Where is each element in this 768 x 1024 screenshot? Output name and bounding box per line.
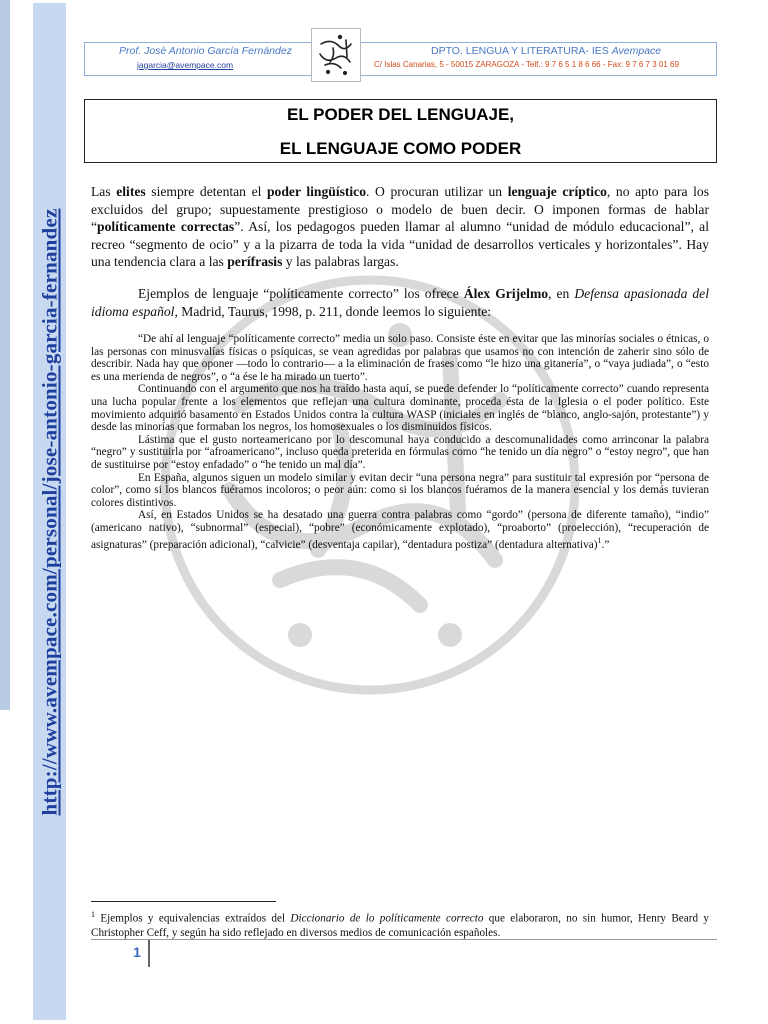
header-address: C/ Islas Canarias, 5 - 50015 ZARAGOZA - Telf.: 9 7 6 5 1 8 6 66 - Fax: 9 7 6 7 3 01 69: [374, 60, 679, 69]
citation-paragraph: [91, 285, 709, 320]
footnote-ref[interactable]: 1: [597, 535, 602, 545]
header-email-link[interactable]: jagarcia@avempace.com: [137, 60, 234, 70]
sidebar-url-container: [33, 3, 66, 1020]
quote-paragraph-5: Así, en Estados Unidos se ha desatado una guerra contra palabras como “gordo” (persona de diferente tamaño), “indio” (americano nativo), “subnormal” (especial), “pobre” (económicamente explotado), “proaborto” (proelección), “recuperación de asignaturas” (preparación adicional), “calvicie” (desventaja capilar), “dentadura postiza” (dentadura alternativa)$^1$.”: [91, 509, 709, 551]
header-dept-prefix: DPTO. LENGUA Y LITERATURA- IES: [431, 45, 612, 57]
quote-paragraph-2: Continuando con el argumento que nos ha traído hasta aquí, se puede defender lo “políticamente correcto” cuando representa una lucha popular frente a los elementos que reflejan una cultura dominante, proceda ésta de la Iglesia o el poder político. Este movimiento adquirió basamento en Estados Unidos contra la cultura WASP (iniciales en inglés de “blanco, anglo-sajón, protestante”) y desde las minorías que formaban los negros, los homosexuales o los disminuidos físicos.: [91, 383, 709, 434]
block-quote: [91, 333, 709, 551]
page-subtitle: EL LENGUAJE COMO PODER: [279, 139, 522, 158]
intro-paragraph: [91, 183, 709, 271]
footnote-divider: [91, 901, 276, 902]
header-author: Prof. Josè Antonio García Fernández: [119, 45, 292, 57]
calligraphy-logo-icon: [311, 28, 361, 82]
page-number-separator: [148, 940, 150, 967]
title-box: [84, 99, 717, 163]
left-accent-bar: [0, 0, 10, 710]
footnote-number: 1: [91, 910, 95, 919]
footnote: [91, 908, 709, 940]
page-number: 1: [133, 944, 141, 960]
page-header: [84, 42, 717, 76]
sidebar-url-link[interactable]: http://www.avempace.com/personal/jose-antonio-garcia-fernandez: [37, 208, 61, 815]
header-school-name: Avempace: [611, 45, 662, 57]
quote-paragraph-4: En España, algunos siguen un modelo similar y evitan decir “una persona negra” para sustituir tal expresión por “persona de color”, como si los blancos fuéramos incoloros; o peor aún: como si los blancos fuéramos de la manera esencial y los demás tuvieran colores distintivos.: [91, 471, 709, 509]
page-title: EL PODER DEL LENGUAJE,: [286, 105, 515, 124]
quote-paragraph-3: Lástima que el gusto norteamericano por lo descomunal haya conducido a descomunalidades como arrinconar la palabra “negro” y sustituirla por “afroamericano”, incluso queda preterida en fórmulas como “he tenido un día negro” o “estoy negro”, que han de sustituirse por “estoy enfadado” o “he tenido un mal día”.: [91, 433, 709, 471]
header-department: [431, 45, 661, 57]
footer-divider: [91, 939, 717, 940]
citation-text: Ejemplos de lenguaje “políticamente correcto” los ofrece Álex Grijelmo, en Defensa apasionada del idioma español, Madrid, Taurus, 1998, p. 211, donde leemos lo siguiente:: [91, 286, 709, 319]
intro-text: Las elites siempre detentan el poder lingüístico. O procuran utilizar un lenguaje críptico, no apto para los excluidos del grupo; supuestamente prestigioso o modelo de buen decir. O imponen formas de hablar “políticamente correctas”. Así, los pedagogos pueden llamar al alumno “unidad de módulo educacional”, al recreo “segmento de ocio” y a la pizarra de toda la vida “unidad de desarrollos verticales y horizontales”. Hay una tendencia clara a las perífrasis y las palabras largas.: [91, 184, 709, 269]
quote-paragraph-1: “De ahí al lenguaje “políticamente correcto” media un solo paso. Consiste éste en evitar que las minorías sociales o étnicas, o las personas con minusvalías físicas o psíquicas, se vean agredidas por palabras que usamos no con intención de zaherir sino sólo de describir. Nada hay que oponer —todo lo contrario— a la eliminación de frases como “le hizo una gitanería”, o “vaya judiada”, o “esto es una merienda de negros”, o “a ése le ha mirado un tuerto”.: [91, 333, 709, 383]
footnote-text: $^1$ Ejemplos y equivalencias extraídos del Diccionario de lo políticamente correcto que elaboraron, no sin humor, Henry Beard y Christopher Ceff, y según ha sido reflejado en diversos medios de comunicación españoles.: [91, 910, 709, 939]
